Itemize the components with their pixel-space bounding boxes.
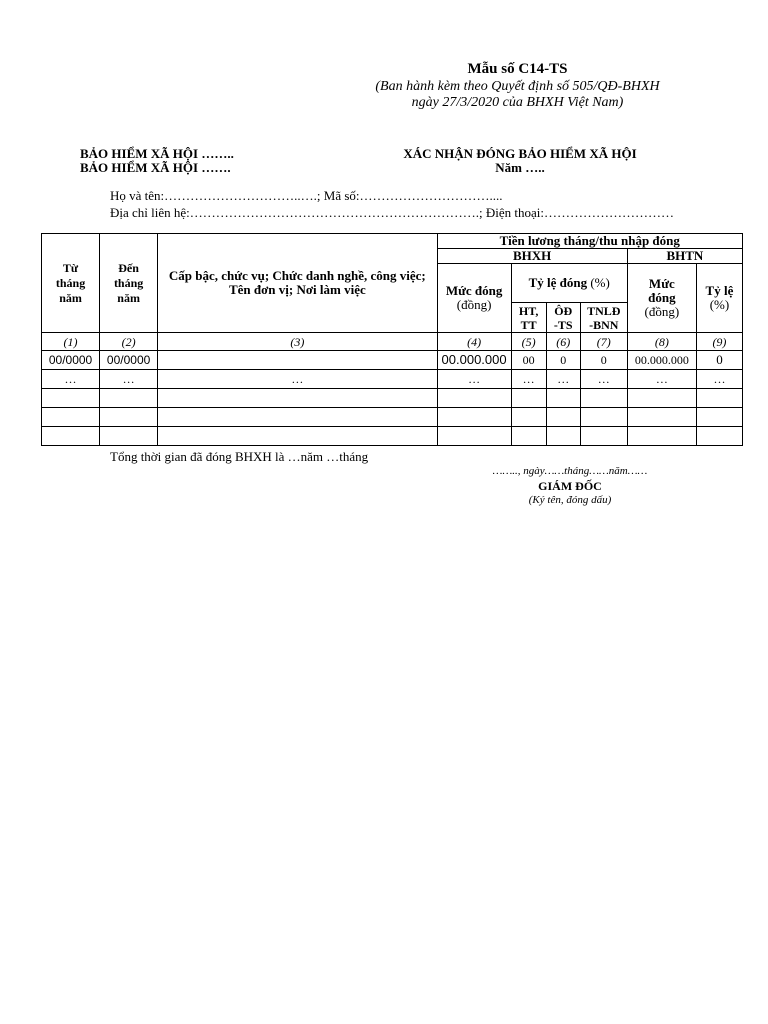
- cell-from: 00/0000: [42, 351, 100, 370]
- cell-bhxh-amount: [437, 427, 511, 446]
- cell-rate-od: [546, 408, 580, 427]
- header-sub-od-ts: [546, 303, 580, 333]
- header-bhxh-amount-unit: (đồng): [456, 297, 492, 312]
- cell-to: …: [100, 370, 158, 389]
- cell-bhtn-rate: [696, 408, 742, 427]
- header-bhtn-rate-unit: (%): [709, 297, 730, 312]
- cell-rate-od: [546, 389, 580, 408]
- cell-bhxh-amount: [437, 389, 511, 408]
- index-cell: (6): [546, 333, 580, 351]
- index-cell: (7): [580, 333, 627, 351]
- header-bhtn-amount: [627, 264, 696, 333]
- index-cell: (1): [42, 333, 100, 351]
- cell-rate-ht: 00: [511, 351, 546, 370]
- cell-description: [158, 427, 437, 446]
- cell-bhtn-rate: 0: [696, 351, 742, 370]
- cell-bhtn-rate: [696, 389, 742, 408]
- org-line-1: BẢO HIỂM XÃ HỘI ……..: [80, 146, 234, 161]
- cell-from: [42, 389, 100, 408]
- cell-rate-od: [546, 427, 580, 446]
- table-row: [42, 427, 743, 446]
- header-bhxh-rate-label: Tỷ lệ đóng: [528, 275, 588, 290]
- contribution-table: [41, 233, 743, 446]
- header-bhxh-rate: [511, 264, 627, 303]
- cell-to: [100, 427, 158, 446]
- cell-from: [42, 408, 100, 427]
- header-sub-tnld-bnn: [580, 303, 627, 333]
- cell-rate-od: …: [546, 370, 580, 389]
- cell-description: [158, 389, 437, 408]
- cell-rate-ht: …: [511, 370, 546, 389]
- cell-rate-ht: [511, 427, 546, 446]
- cell-bhtn-rate: [696, 427, 742, 446]
- header-bhxh-amount-label: Mức đóng: [445, 283, 503, 298]
- cell-rate-tnld: [580, 389, 627, 408]
- header-bhtn-group: BHTN: [627, 249, 742, 264]
- header-from-month-label: Từ tháng năm: [55, 260, 86, 305]
- header-bhtn-amount-unit: (đồng): [644, 304, 680, 319]
- index-cell: (8): [627, 333, 696, 351]
- cell-from: …: [42, 370, 100, 389]
- header-sub-tnld-bnn-label: TNLĐ -BNN: [587, 303, 621, 332]
- cell-bhtn-amount: [627, 408, 696, 427]
- table-row: [42, 351, 743, 370]
- cell-from: [42, 427, 100, 446]
- header-from-month: [42, 234, 100, 333]
- cell-bhtn-rate: …: [696, 370, 742, 389]
- column-index-row: [42, 333, 743, 351]
- index-cell: (5): [511, 333, 546, 351]
- issued-date-line: ngày 27/3/2020 của BHXH Việt Nam): [411, 95, 624, 110]
- cell-to: [100, 408, 158, 427]
- cell-bhtn-amount: [627, 427, 696, 446]
- cell-bhtn-amount: 00.000.000: [627, 351, 696, 370]
- cell-to: [100, 389, 158, 408]
- cell-rate-ht: [511, 408, 546, 427]
- form-number: Mẫu số C14-TS: [467, 61, 568, 77]
- header-description: [158, 234, 437, 333]
- signer-note: (Ký tên, đóng dấu): [528, 494, 612, 506]
- table-row: [42, 408, 743, 427]
- cell-description: [158, 351, 437, 370]
- header-bhxh-rate-unit: (%): [590, 275, 610, 290]
- document-title: XÁC NHẬN ĐÓNG BẢO HIỂM XÃ HỘI: [403, 146, 637, 161]
- table-row: [42, 389, 743, 408]
- index-cell: (3): [158, 333, 437, 351]
- header-salary-group: Tiền lương tháng/thu nhập đóng: [437, 234, 742, 249]
- header-bhxh-group: BHXH: [437, 249, 627, 264]
- header-bhxh-amount: [437, 264, 511, 333]
- cell-rate-ht: [511, 389, 546, 408]
- header-to-month: [100, 234, 158, 333]
- header-bhtn-rate-label: Tỷ lệ: [705, 283, 734, 298]
- header-description-label: Cấp bậc, chức vụ; Chức danh nghề, công việc; Tên đơn vị; Nơi làm việc: [168, 268, 426, 297]
- cell-bhtn-amount: [627, 389, 696, 408]
- cell-bhxh-amount: [437, 408, 511, 427]
- issued-decision-line: (Ban hành kèm theo Quyết định số 505/QĐ-BHXH: [375, 79, 660, 94]
- cell-description: …: [158, 370, 437, 389]
- name-code-field: Họ và tên:…………………………..….; Mã số:…………………………....: [110, 188, 503, 203]
- index-cell: (2): [100, 333, 158, 351]
- header-sub-ht-tt: [511, 303, 546, 333]
- cell-to: 00/0000: [100, 351, 158, 370]
- cell-bhxh-amount: …: [437, 370, 511, 389]
- index-cell: (9): [696, 333, 742, 351]
- total-contribution-time: Tổng thời gian đã đóng BHXH là …năm …tháng: [110, 449, 369, 464]
- cell-rate-tnld: 0: [580, 351, 627, 370]
- header-bhtn-amount-label: Mức đóng: [648, 276, 676, 305]
- cell-rate-tnld: …: [580, 370, 627, 389]
- header-bhtn-rate: [696, 264, 742, 333]
- header-sub-ht-tt-label: HT, TT: [518, 303, 539, 332]
- signature-date-line: …….., ngày……tháng……năm……: [492, 465, 648, 477]
- signer-title: GIÁM ĐỐC: [538, 479, 602, 493]
- cell-description: [158, 408, 437, 427]
- cell-rate-tnld: [580, 427, 627, 446]
- org-line-2: BẢO HIỂM XÃ HỘI …….: [80, 160, 231, 175]
- address-phone-field: Địa chỉ liên hệ:………………………………………………………….; Điện thoại:…………………………: [110, 205, 675, 220]
- cell-rate-od: 0: [546, 351, 580, 370]
- index-cell: (4): [437, 333, 511, 351]
- header-to-month-label: Đến tháng năm: [113, 260, 144, 305]
- table-row: [42, 370, 743, 389]
- cell-rate-tnld: [580, 408, 627, 427]
- header-sub-od-ts-label: ÔĐ -TS: [553, 303, 573, 332]
- cell-bhxh-amount: 00.000.000: [437, 351, 511, 370]
- cell-bhtn-amount: …: [627, 370, 696, 389]
- document-year: Năm …..: [495, 160, 545, 175]
